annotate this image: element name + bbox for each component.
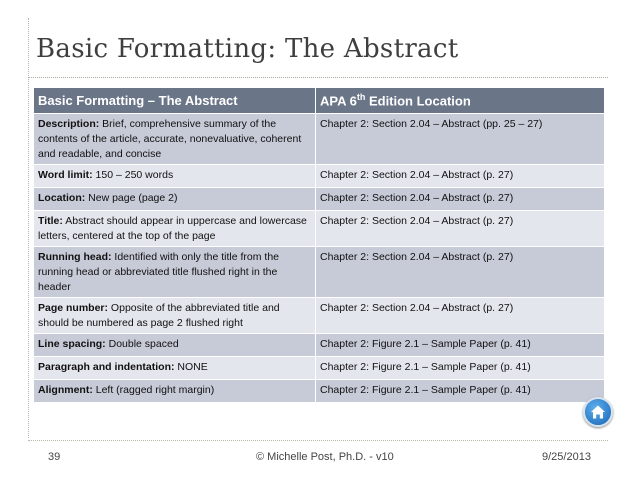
row-location: Chapter 2: Section 2.04 – Abstract (p. 27) [316,165,605,188]
table-row [34,114,605,165]
row-location: Chapter 2: Figure 2.1 – Sample Paper (p. 41) [316,380,605,403]
row-label: Description: [38,118,100,130]
left-guide-line [28,18,29,438]
row-description [34,188,316,211]
abstract-formatting-table [33,87,605,403]
table-row [34,380,605,403]
table-row [34,188,605,211]
row-description [34,211,316,247]
table-row [34,334,605,357]
row-description [34,334,316,357]
row-text: Abstract should appear in uppercase and lowercase letters, centered at the top of the page [38,215,307,242]
row-label: Paragraph and indentation: [38,361,175,373]
row-text: New page (page 2) [85,192,178,204]
header-formatting: Basic Formatting – The Abstract [34,88,316,114]
header-apa-sup: th [356,92,366,103]
row-location: Chapter 2: Section 2.04 – Abstract (p. 27) [316,247,605,298]
table-row [34,247,605,298]
table-row [34,211,605,247]
table-row [34,357,605,380]
home-button[interactable] [583,397,613,427]
row-location: Chapter 2: Section 2.04 – Abstract (pp. 25 – 27) [316,114,605,165]
header-apa-location [316,88,605,114]
row-location: Chapter 2: Figure 2.1 – Sample Paper (p. 41) [316,334,605,357]
row-description [34,357,316,380]
row-label: Alignment: [38,384,93,396]
title-divider [28,77,608,78]
row-text: NONE [174,361,208,373]
row-description [34,114,316,165]
header-apa-suffix: Edition Location [365,93,471,109]
table-row [34,298,605,334]
table-header-row [34,88,605,114]
footer-date: 9/25/2013 [542,451,591,463]
row-text: Opposite of the abbreviated title and should be numbered as page 2 flushed right [38,302,280,329]
row-label: Location: [38,192,86,204]
row-label: Line spacing: [38,338,106,350]
row-description [34,165,316,188]
home-icon [590,404,606,420]
slide-title: Basic Formatting: The Abstract [36,34,459,64]
table-row [34,165,605,188]
row-text: Brief, comprehensive summary of the contents of the article, accurate, nonevaluative, coherent and readable, and concise [38,118,302,160]
row-text: 150 – 250 words [92,169,174,181]
row-location: Chapter 2: Figure 2.1 – Sample Paper (p. 41) [316,357,605,380]
header-apa-prefix: APA 6 [320,93,357,109]
row-description [34,380,316,403]
row-label: Word limit: [38,169,93,181]
row-location: Chapter 2: Section 2.04 – Abstract (p. 27) [316,188,605,211]
row-text: Left (ragged right margin) [92,384,215,396]
page-number: 39 [48,451,61,463]
row-text: Identified with only the title from the running head or abbreviated title flushed right in the header [38,251,280,293]
row-location: Chapter 2: Section 2.04 – Abstract (p. 27) [316,298,605,334]
row-label: Page number: [38,302,109,314]
footer-divider [28,440,608,441]
row-label: Running head: [38,251,112,263]
row-text: Double spaced [105,338,179,350]
row-description [34,247,316,298]
footer-copyright: © Michelle Post, Ph.D. - v10 [256,451,394,463]
row-description [34,298,316,334]
row-label: Title: [38,215,63,227]
row-location: Chapter 2: Section 2.04 – Abstract (p. 27) [316,211,605,247]
